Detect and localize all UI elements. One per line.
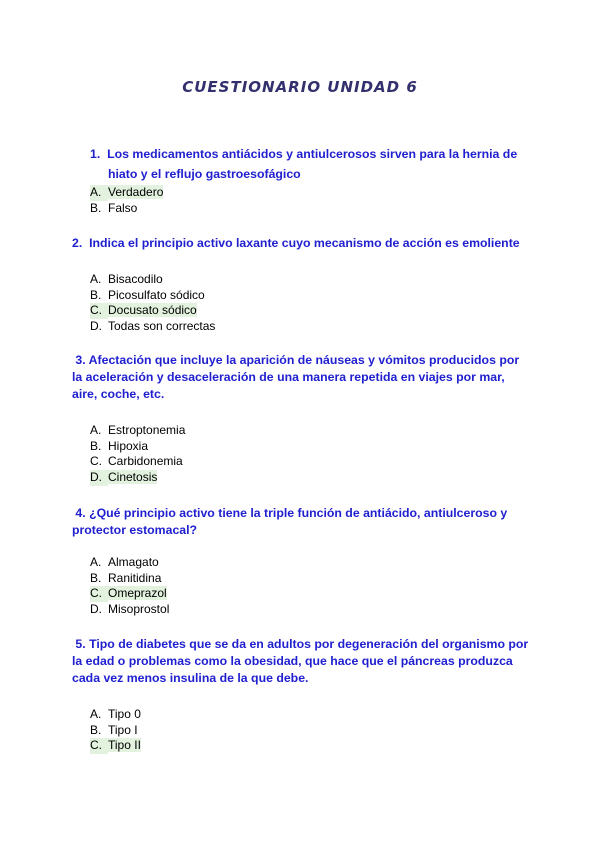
option-letter: D. [90, 319, 102, 334]
question-2-options [90, 272, 215, 335]
question-1-text-line1: Los medicamentos antiácidos y antiulcerosos sirven para la hernia de [107, 147, 518, 161]
option-2b[interactable] [90, 288, 215, 304]
question-1-text-line2: hiato y el reflujo gastroesofágico [108, 167, 301, 181]
question-1-options [90, 185, 163, 216]
option-4c[interactable] [90, 586, 169, 602]
option-3b[interactable] [90, 439, 185, 455]
question-2: 2. Indica el principio activo laxante cuyo mecanismo de acción es emoliente [72, 236, 520, 250]
option-text: Tipo I [108, 722, 138, 737]
option-letter: C. [90, 586, 108, 602]
option-letter: B. [90, 200, 102, 215]
option-1b[interactable] [90, 201, 163, 217]
option-1a[interactable] [90, 185, 163, 201]
option-letter: C. [90, 454, 102, 469]
option-4a[interactable] [90, 555, 169, 571]
page-title: CUESTIONARIO UNIDAD 6 [182, 78, 418, 96]
option-text: Todas son correctas [108, 319, 216, 334]
option-5c[interactable] [90, 738, 141, 754]
option-3c[interactable] [90, 454, 185, 470]
option-2c[interactable] [90, 303, 215, 319]
option-text: Omeprazol [108, 586, 167, 601]
option-5b[interactable] [90, 723, 141, 739]
option-text: Picosulfato sódico [108, 287, 205, 302]
question-4-options [90, 555, 169, 618]
question-1-number: 1. [90, 147, 101, 161]
option-letter: C. [90, 738, 108, 754]
option-letter: D. [90, 602, 102, 617]
option-letter: A. [90, 423, 102, 437]
option-letter: B. [90, 570, 102, 585]
option-letter: B. [90, 287, 102, 302]
option-text: Almagato [108, 555, 159, 569]
question-3-options [90, 423, 185, 486]
option-text: Docusato sódico [108, 303, 197, 318]
option-2a[interactable] [90, 272, 215, 288]
question-1 [90, 144, 530, 184]
option-text: Ranitidina [108, 570, 162, 585]
option-5a[interactable] [90, 707, 141, 723]
option-text: Tipo 0 [108, 707, 141, 721]
option-text: Bisacodilo [108, 272, 163, 286]
option-letter: A. [90, 555, 102, 569]
option-3d[interactable] [90, 470, 185, 486]
question-5: 5. Tipo de diabetes que se da en adultos por degeneración del organismo por la edad o problemas como la obesidad, que hace que el páncreas produzca cada vez menos insulina de la que debe. [72, 637, 532, 685]
question-5-options [90, 707, 141, 754]
option-letter: C. [90, 303, 108, 319]
option-4b[interactable] [90, 571, 169, 587]
option-letter: A. [90, 185, 108, 201]
option-text: Tipo II [108, 738, 141, 753]
option-letter: A. [90, 272, 102, 286]
option-text: Misoprostol [108, 602, 170, 617]
option-text: Hipoxia [108, 438, 149, 453]
option-letter: A. [90, 707, 102, 721]
option-letter: B. [90, 438, 102, 453]
option-4d[interactable] [90, 602, 169, 618]
question-4: 4. ¿Qué principio activo tiene la triple función de antiácido, antiulceroso y protector estomacal? [72, 506, 511, 537]
option-text: Cinetosis [108, 470, 158, 485]
option-letter: D. [90, 470, 108, 486]
option-text: Estroptonemia [108, 423, 186, 437]
option-text: Carbidonemia [108, 454, 183, 469]
question-3: 3. Afectación que incluye la aparición de náuseas y vómitos producidos por la aceleración y desaceleración de una manera repetida en viajes por mar, aire, coche, etc. [72, 353, 523, 401]
option-text: Verdadero [108, 185, 164, 199]
option-text: Falso [108, 200, 138, 215]
option-2d[interactable] [90, 319, 215, 335]
option-3a[interactable] [90, 423, 185, 439]
option-letter: B. [90, 722, 102, 737]
